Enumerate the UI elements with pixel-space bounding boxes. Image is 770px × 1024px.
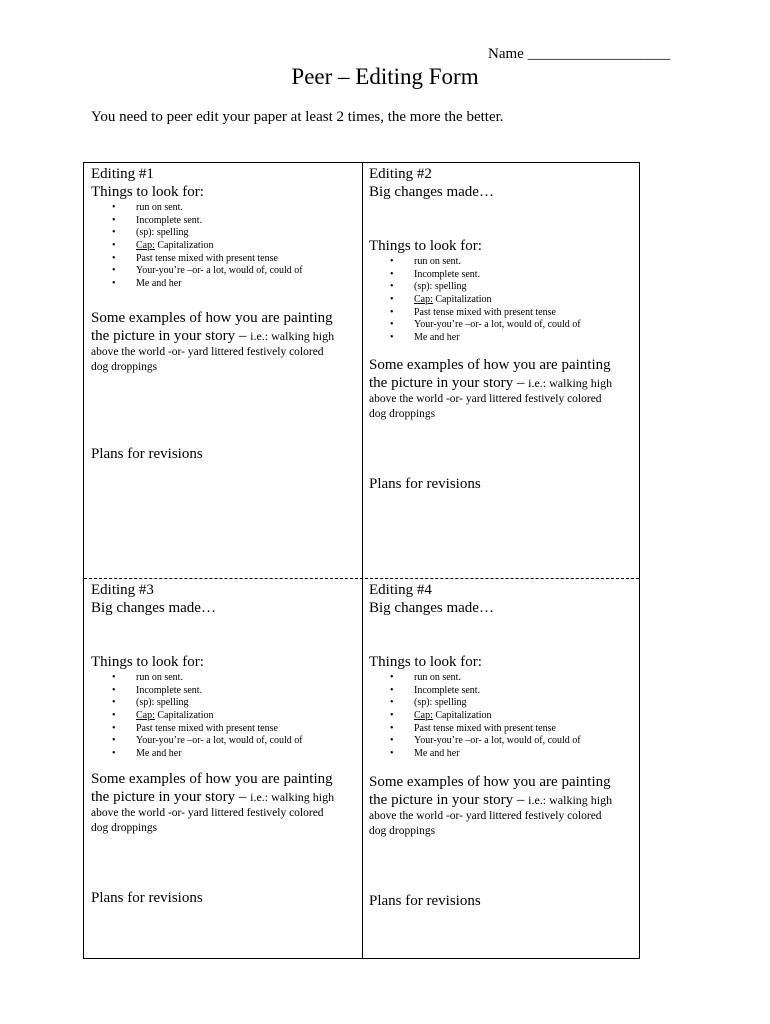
grid-vertical-divider xyxy=(362,163,363,958)
checklist-item xyxy=(389,319,581,332)
page-title: Peer – Editing Form xyxy=(291,64,479,89)
checklist-item-prefix: Cap: xyxy=(136,710,155,722)
bullet-icon: • xyxy=(390,672,394,683)
bullet-icon: • xyxy=(390,697,394,709)
things-label: Things to look for: xyxy=(91,184,204,200)
checklist xyxy=(389,672,581,761)
checklist xyxy=(389,256,581,345)
examples-line-4: dog droppings xyxy=(369,825,436,837)
cell-heading: Editing #1 xyxy=(91,166,154,182)
bullet-icon: • xyxy=(112,684,116,696)
checklist-item-label: Me and her xyxy=(414,748,460,760)
checklist-item-label: Your-you’re –or- a lot, would of, could of xyxy=(136,265,303,277)
bullet-icon: • xyxy=(390,256,394,267)
big-changes-label: Big changes made… xyxy=(369,184,494,200)
bullet-icon: • xyxy=(390,710,394,722)
bullet-icon: • xyxy=(390,306,394,318)
examples-line-4: dog droppings xyxy=(91,361,158,373)
checklist-item-label: Me and her xyxy=(414,332,460,344)
checklist-item-prefix: Cap: xyxy=(414,710,433,722)
checklist-item-label: Capitalization xyxy=(154,710,214,722)
editing-cell-1[interactable] xyxy=(91,165,356,575)
checklist-item-label: run on sent. xyxy=(136,672,183,683)
examples-line-4: dog droppings xyxy=(91,822,158,834)
checklist-item xyxy=(111,672,303,685)
examples-line-1: Some examples of how you are painting xyxy=(91,310,333,326)
checklist-item xyxy=(111,748,303,761)
bullet-icon: • xyxy=(390,722,394,734)
checklist-item-label: Your-you’re –or- a lot, would of, could of xyxy=(136,735,303,747)
checklist-item-label: run on sent. xyxy=(136,202,183,213)
checklist-item xyxy=(389,294,581,307)
checklist-item xyxy=(111,278,303,291)
checklist-item xyxy=(111,735,303,748)
cell-heading: Editing #3 xyxy=(91,582,154,598)
examples-line-4: dog droppings xyxy=(369,408,436,420)
things-label: Things to look for: xyxy=(369,654,482,670)
cell-heading: Editing #4 xyxy=(369,582,432,598)
checklist-item xyxy=(389,697,581,710)
checklist-item-label: Incomplete sent. xyxy=(414,684,481,696)
bullet-icon: • xyxy=(390,281,394,293)
checklist-item xyxy=(111,710,303,723)
checklist-item xyxy=(389,672,581,685)
checklist-item-label: (sp): spelling xyxy=(414,281,467,293)
checklist-item xyxy=(389,281,581,294)
checklist-item-label: Past tense mixed with present tense xyxy=(414,306,556,318)
examples-line-1: Some examples of how you are painting xyxy=(369,357,611,373)
instructions: You need to peer edit your paper at least 2 times, the more the better. xyxy=(91,109,504,125)
bullet-icon: • xyxy=(112,710,116,722)
editing-cell-2[interactable] xyxy=(369,165,634,575)
examples-prompt xyxy=(91,770,353,836)
big-changes-label: Big changes made… xyxy=(369,600,494,616)
checklist-item xyxy=(389,723,581,736)
examples-line-3: above the world -or- yard littered festively colored xyxy=(369,393,602,405)
things-label: Things to look for: xyxy=(369,238,482,254)
checklist-item-label: run on sent. xyxy=(414,672,461,683)
checklist-item xyxy=(111,697,303,710)
examples-line-2b: i.e.: walking high xyxy=(528,376,613,390)
examples-line-3: above the world -or- yard littered festively colored xyxy=(369,810,602,822)
name-field[interactable]: Name ___________________ xyxy=(488,46,671,62)
plans-label: Plans for revisions xyxy=(369,893,481,909)
bullet-icon: • xyxy=(112,265,116,277)
checklist-item-prefix: Cap: xyxy=(414,294,433,306)
checklist-item xyxy=(389,685,581,698)
checklist-item-label: (sp): spelling xyxy=(414,697,467,709)
checklist-item-prefix: Cap: xyxy=(136,240,155,252)
examples-line-2a: the picture in your story – xyxy=(91,789,251,805)
bullet-icon: • xyxy=(112,735,116,747)
checklist-item-label: Capitalization xyxy=(432,294,492,306)
bullet-icon: • xyxy=(112,748,116,760)
examples-line-2a: the picture in your story – xyxy=(369,375,529,391)
things-label: Things to look for: xyxy=(91,654,204,670)
bullet-icon: • xyxy=(112,672,116,683)
plans-label: Plans for revisions xyxy=(91,446,203,462)
plans-label: Plans for revisions xyxy=(369,476,481,492)
examples-line-3: above the world -or- yard littered festively colored xyxy=(91,807,324,819)
bullet-icon: • xyxy=(390,684,394,696)
big-changes-label: Big changes made… xyxy=(91,600,216,616)
bullet-icon: • xyxy=(390,294,394,306)
checklist-item-label: Past tense mixed with present tense xyxy=(136,252,278,264)
checklist-item xyxy=(111,202,303,215)
checklist-item-label: Incomplete sent. xyxy=(136,214,203,226)
bullet-icon: • xyxy=(112,697,116,709)
editing-cell-3[interactable] xyxy=(91,581,356,956)
checklist-item-label: run on sent. xyxy=(414,256,461,267)
checklist-item-label: Past tense mixed with present tense xyxy=(414,722,556,734)
checklist-item xyxy=(111,215,303,228)
checklist-item-label: Me and her xyxy=(136,278,182,290)
plans-label: Plans for revisions xyxy=(91,890,203,906)
checklist-item xyxy=(389,748,581,761)
bullet-icon: • xyxy=(112,252,116,264)
checklist-item-label: Your-you’re –or- a lot, would of, could of xyxy=(414,735,581,747)
checklist-item xyxy=(389,710,581,723)
checklist-item-label: Me and her xyxy=(136,748,182,760)
bullet-icon: • xyxy=(112,227,116,239)
bullet-icon: • xyxy=(112,202,116,213)
checklist-item xyxy=(389,307,581,320)
bullet-icon: • xyxy=(390,332,394,344)
checklist-item xyxy=(111,227,303,240)
examples-line-1: Some examples of how you are painting xyxy=(369,774,611,790)
grid-horizontal-divider xyxy=(84,578,639,579)
examples-line-2b: i.e.: walking high xyxy=(250,329,335,343)
checklist xyxy=(111,672,303,761)
checklist-item xyxy=(111,240,303,253)
bullet-icon: • xyxy=(112,240,116,252)
examples-line-2b: i.e.: walking high xyxy=(250,790,335,804)
checklist-item-label: (sp): spelling xyxy=(136,227,189,239)
bullet-icon: • xyxy=(390,735,394,747)
checklist-item-label: Incomplete sent. xyxy=(136,684,203,696)
checklist-item-label: Incomplete sent. xyxy=(414,268,481,280)
checklist-item xyxy=(389,332,581,345)
bullet-icon: • xyxy=(112,278,116,290)
bullet-icon: • xyxy=(112,722,116,734)
checklist-item-label: Past tense mixed with present tense xyxy=(136,722,278,734)
checklist xyxy=(111,202,303,291)
checklist-item xyxy=(111,265,303,278)
checklist-item xyxy=(389,735,581,748)
examples-line-1: Some examples of how you are painting xyxy=(91,771,333,787)
checklist-item-label: (sp): spelling xyxy=(136,697,189,709)
checklist-item-label: Capitalization xyxy=(154,240,214,252)
editing-cell-4[interactable] xyxy=(369,581,634,956)
checklist-item-label: Capitalization xyxy=(432,710,492,722)
bullet-icon: • xyxy=(112,214,116,226)
editing-grid xyxy=(83,162,640,959)
bullet-icon: • xyxy=(390,748,394,760)
examples-prompt xyxy=(369,773,631,839)
examples-line-2a: the picture in your story – xyxy=(369,792,529,808)
checklist-item xyxy=(389,269,581,282)
checklist-item-label: Your-you’re –or- a lot, would of, could of xyxy=(414,319,581,331)
examples-line-2a: the picture in your story – xyxy=(91,328,251,344)
cell-heading: Editing #2 xyxy=(369,166,432,182)
examples-prompt xyxy=(91,309,353,375)
checklist-item xyxy=(111,253,303,266)
examples-prompt xyxy=(369,356,631,422)
checklist-item xyxy=(111,685,303,698)
examples-line-3: above the world -or- yard littered festively colored xyxy=(91,346,324,358)
examples-line-2b: i.e.: walking high xyxy=(528,793,613,807)
bullet-icon: • xyxy=(390,319,394,331)
checklist-item xyxy=(389,256,581,269)
bullet-icon: • xyxy=(390,268,394,280)
checklist-item xyxy=(111,723,303,736)
